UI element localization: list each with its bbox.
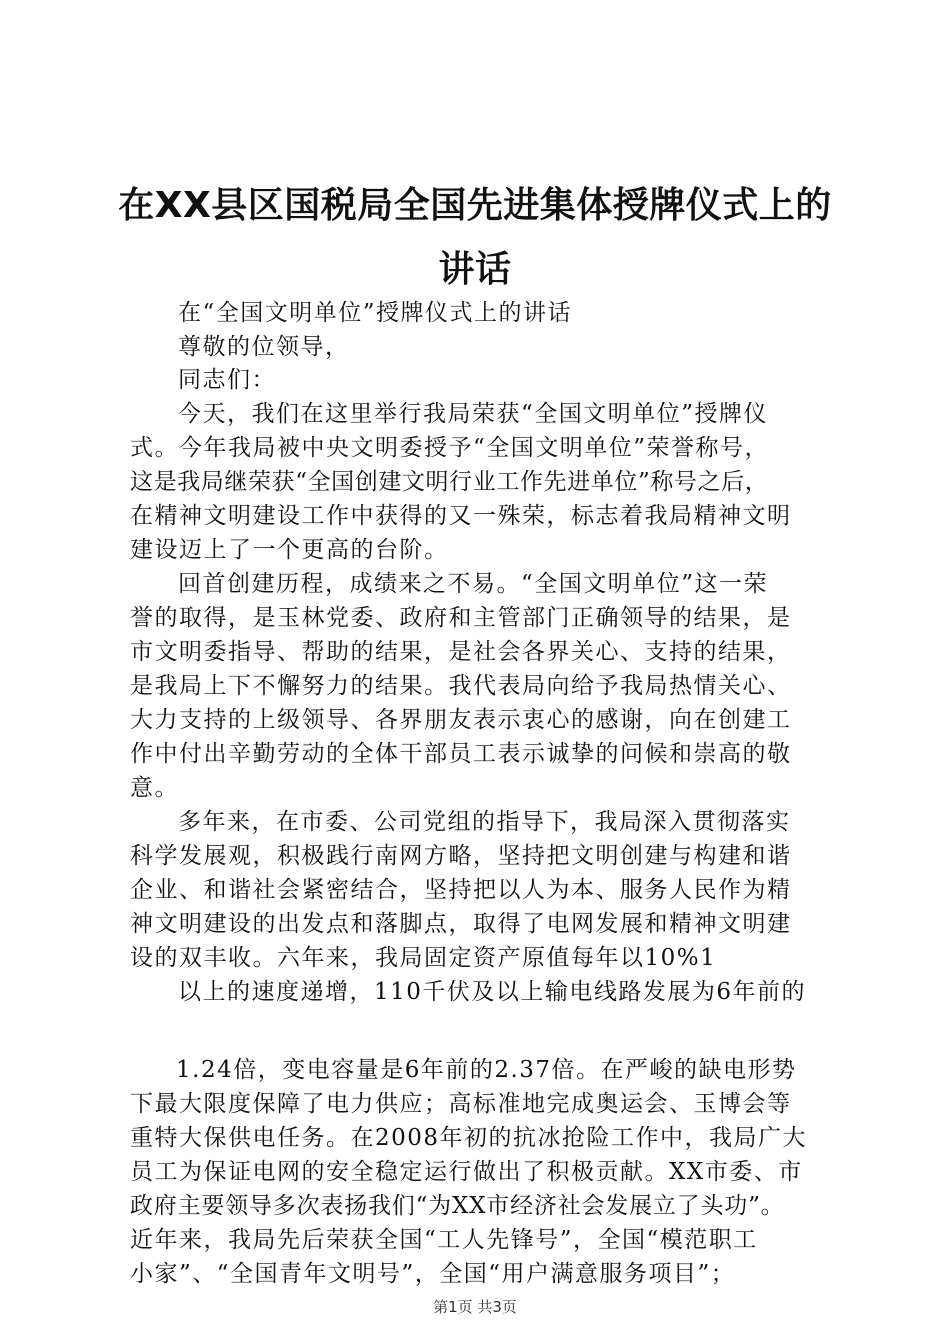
text-line: 这是我局继荣获“全国创建文明行业工作先进单位”称号之后，: [130, 469, 769, 495]
text-line: 式。今年我局被中央文明委授予“全国文明单位”荣誉称号，: [130, 435, 770, 461]
document-title-line-1: 在XX县区国税局全国先进集体授牌仪式上的: [118, 185, 832, 226]
text-line: 市文明委指导、帮助的结果，是社会各界关心、支持的结果，: [130, 639, 792, 665]
text-line: 设的双丰收。六年来，我局固定资产原值每年以10%1: [130, 945, 717, 971]
text-line: 以上的速度递增，110千伏及以上输电线路发展为6年前的: [178, 979, 807, 1005]
text-line: 建设迈上了一个更高的台阶。: [130, 537, 449, 563]
salutation-leaders: 尊敬的位领导，: [178, 334, 350, 360]
page-number-footer: 第1页 共3页: [433, 1298, 517, 1316]
text-line: 小家”、“全国青年文明号”，全国“用户满意服务项目”；: [130, 1261, 736, 1287]
text-line: 政府主要领导多次表扬我们“为XX市经济社会发展立了头功”。: [130, 1193, 785, 1219]
text-line: 重特大保供电任务。在2008年初的抗冰抢险工作中，我局广大: [130, 1125, 808, 1151]
text-line: 作中付出辛勤劳动的全体干部员工表示诚挚的问候和崇高的敬: [130, 741, 792, 767]
text-line: 在精神文明建设工作中获得的又一殊荣，标志着我局精神文明: [130, 503, 792, 529]
text-line: 近年来，我局先后荣获全国“工人先锋号”，全国“模范职工: [130, 1227, 758, 1253]
text-line: 多年来，在市委、公司党组的指导下，我局深入贯彻落实: [178, 809, 791, 835]
text-line: 回首创建历程，成绩来之不易。“全国文明单位”这一荣: [178, 571, 769, 597]
text-line: 神文明建设的出发点和落脚点，取得了电网发展和精神文明建: [130, 911, 792, 937]
text-line: 誉的取得，是玉林党委、政府和主管部门正确领导的结果，是: [130, 605, 792, 631]
text-line: 下最大限度保障了电力供应；高标准地完成奥运会、玉博会等: [130, 1091, 792, 1117]
text-line: 企业、和谐社会紧密结合，坚持把以人为本、服务人民作为精: [130, 877, 792, 903]
text-line: 1.24倍，变电容量是6年前的2.37倍。在严峻的缺电形势: [176, 1057, 797, 1083]
text-line: 科学发展观，积极践行南网方略，坚持把文明创建与构建和谐: [130, 843, 792, 869]
text-line: 大力支持的上级领导、各界朋友表示衷心的感谢，向在创建工: [130, 707, 792, 733]
text-line: 是我局上下不懈努力的结果。我代表局向给予我局热情关心、: [130, 673, 792, 699]
text-line: 今天，我们在这里举行我局荣获“全国文明单位”授牌仪: [178, 401, 769, 427]
text-line: 员工为保证电网的安全稳定运行做出了积极贡献。XX市委、市: [130, 1159, 803, 1185]
speech-heading: 在“全国文明单位”授牌仪式上的讲话: [178, 300, 573, 326]
salutation-comrades: 同志们：: [178, 367, 276, 393]
text-line: 意。: [130, 775, 179, 801]
document-title-line-2: 讲话: [438, 249, 512, 290]
